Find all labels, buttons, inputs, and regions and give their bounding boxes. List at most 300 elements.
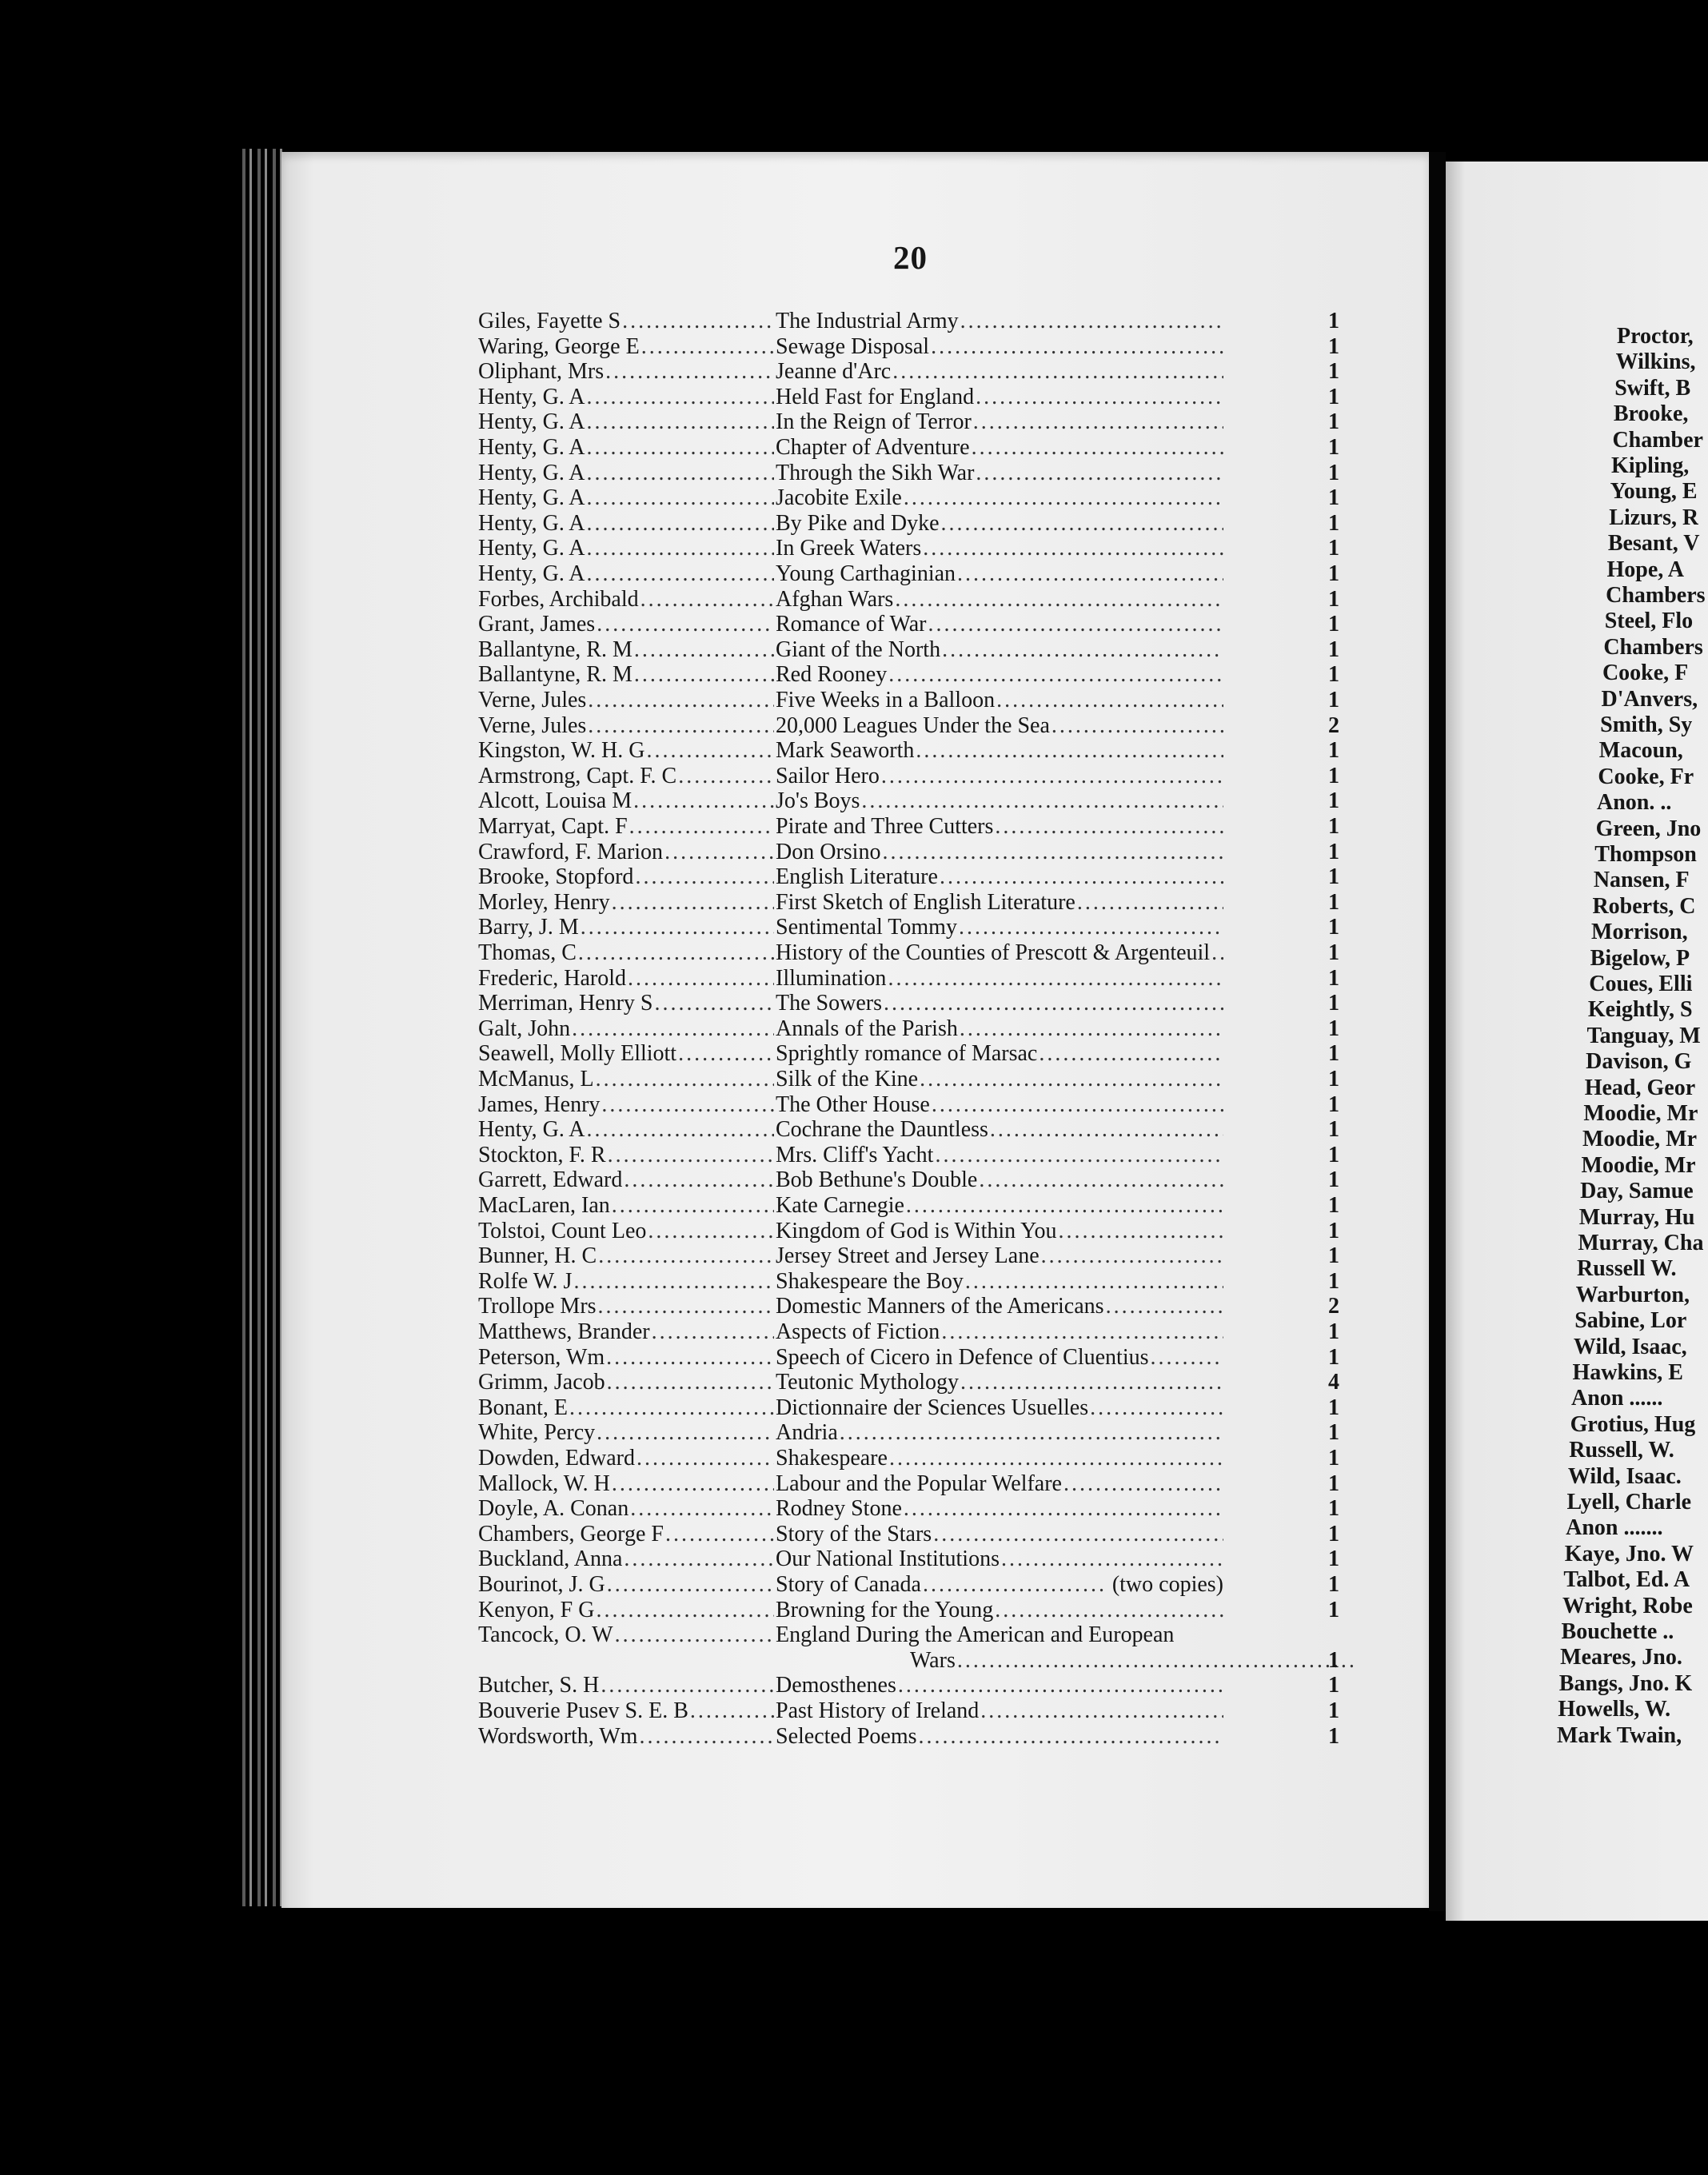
list-item [478,1041,1339,1067]
entry-title: Aspects of Fiction ..... [776,1319,1223,1344]
leader-dots [979,1167,1223,1192]
leader-dots [624,1167,774,1192]
list-item [478,333,1339,359]
entry-copies: 1 [1328,1446,1339,1471]
leader-dots [633,788,774,813]
right-page-entry: Kipling, [1611,453,1690,478]
right-page-entry: Chamber [1612,427,1703,453]
right-page-entry: Swift, B [1614,375,1691,401]
leader-dots [607,1370,774,1395]
entry-copies: 1 [1328,915,1339,940]
list-item [478,991,1339,1016]
entry-copies: 4 [1328,1370,1339,1395]
right-page-entry: Moodie, Mr [1583,1101,1698,1126]
entry-author: Morley, Henry ..... [478,890,774,915]
entry-title: Don Orsino ..... [776,840,1223,864]
leader-dots [569,1395,774,1420]
leader-dots [664,840,774,864]
entry-copies: 1 [1328,688,1339,712]
right-page-entry: Cooke, Fr [1598,764,1694,789]
list-item [478,561,1339,586]
list-item [478,409,1339,435]
right-page-entry: Besant, V [1607,531,1700,557]
leader-dots [646,738,774,763]
entry-author: Frederic, Harold ..... [478,966,774,991]
leader-dots [639,1724,774,1749]
leader-dots [601,1092,774,1117]
list-item [478,1268,1339,1294]
entry-title: Story of the Stars ..... [776,1522,1223,1546]
right-page-entry: Davison, G [1586,1049,1692,1075]
leader-dots [641,334,774,359]
entry-copies: 1 [1328,1420,1339,1446]
entry-author: Ballantyne, R. M ..... [478,662,774,687]
list-item [478,1723,1339,1749]
list-item [478,1016,1339,1041]
entry-title: Mark Seaworth ..... [776,738,1223,763]
leader-dots [976,385,1223,409]
leader-dots [996,688,1223,712]
right-page-entry: Head, Geor [1584,1075,1696,1100]
leader-dots [1039,1041,1223,1066]
entry-author: MacLaren, Ian ..... [478,1193,774,1218]
right-page-entry: Day, Samue [1580,1179,1694,1204]
leader-dots [652,1319,774,1344]
right-page-entry: Smith, Sy [1600,712,1693,737]
leader-dots [588,688,774,712]
entry-title: Romance of War ..... [776,612,1223,637]
leader-dots [1151,1345,1223,1370]
list-item [478,1597,1339,1622]
leader-dots [605,359,774,384]
leader-dots [573,1269,774,1294]
leader-dots [941,511,1223,536]
leader-dots [881,764,1223,788]
leader-dots [976,461,1223,485]
book-spine-edge [237,149,283,1906]
entry-author: James, Henry ..... [478,1092,774,1117]
leader-dots [888,966,1223,991]
leader-dots [1041,1243,1223,1268]
entry-author: Dowden, Edward ..... [478,1446,774,1471]
leader-dots [935,1143,1223,1167]
leader-dots [942,637,1223,662]
entry-title: Speech of Cicero in Defence of Cluentius ..... [776,1345,1223,1370]
leader-dots [906,1193,1223,1218]
entry-title: Kate Carnegie ..... [776,1193,1223,1218]
list-item [478,1546,1339,1572]
entry-author: Armstrong, Capt. F. C ..... [478,764,774,788]
leader-dots [904,485,1223,510]
entry-copies: 1 [1328,409,1339,435]
entry-title: Red Rooney ..... [776,662,1223,687]
leader-dots [587,561,774,586]
entry-author: Henty, G. A ..... [478,1117,774,1142]
leader-dots [965,1269,1223,1294]
right-page-entry: Cooke, F [1602,660,1689,686]
leader-dots [889,1446,1223,1471]
right-page-entry: Coues, Elli [1589,972,1693,996]
right-page-entry: Morrison, [1591,920,1688,945]
entry-title: History of the Counties of Prescott & Argenteuil ..... [776,940,1223,965]
leader-dots [678,1041,774,1066]
entry-copies: 1 [1328,435,1339,460]
leader-dots [960,1370,1223,1395]
leader-dots [898,1673,1223,1698]
right-page-entry: Chambers [1603,634,1703,660]
right-page-entry: Chambers [1606,583,1706,608]
list-item [478,940,1339,965]
leader-dots [1059,1219,1223,1243]
right-page-entry: Wild, Isaac, [1573,1334,1687,1359]
leader-dots [587,485,774,510]
entry-author: Waring, George E ..... [478,334,774,359]
entry-title: First Sketch of English Literature ..... [776,890,1223,915]
leader-dots [598,1243,774,1268]
right-page-entry: Hope, A [1606,557,1684,582]
leader-dots [640,587,774,612]
entry-author: Butcher, S. H ..... [478,1673,774,1698]
leader-dots [597,612,774,637]
entry-title: Browning for the Young ..... [776,1598,1223,1622]
leader-dots [904,1496,1223,1521]
entry-title: Cochrane the Dauntless ..... [776,1117,1223,1142]
right-page-entry: Russell W. [1577,1256,1677,1282]
leader-dots [581,915,774,940]
leader-dots [608,1143,774,1167]
right-page-entry: Howells, W. [1558,1697,1671,1722]
list-item [478,1319,1339,1344]
list-item [478,965,1339,991]
entry-title: Mrs. Cliff's Yacht ..... [776,1143,1223,1167]
right-page-entry: Bigelow, P [1590,945,1690,971]
entry-copies: 1 [1328,1067,1339,1091]
leader-dots [607,1572,774,1597]
leader-dots [596,1598,774,1622]
leader-dots [1077,890,1223,915]
right-page-entry: Wilkins, [1615,349,1696,375]
list-item [478,1370,1339,1395]
entry-title: Andria ..... [776,1420,1223,1445]
entry-author: Grimm, Jacob ..... [478,1370,774,1395]
leader-dots [923,536,1223,561]
entry-title: Giant of the North ..... [776,637,1223,662]
list-item [478,536,1339,561]
entry-copies: 1 [1328,940,1339,965]
right-page-entry: Lyell, Charle [1566,1490,1692,1515]
leader-dots [980,1698,1223,1723]
list-item [478,889,1339,915]
entry-author: Henty, G. A ..... [478,561,774,586]
right-page-entry: Anon ....... [1566,1515,1663,1541]
list-item [478,1142,1339,1167]
entry-copies: 1 [1328,333,1339,359]
entry-author: White, Percy ..... [478,1420,774,1445]
entry-copies: 1 [1328,460,1339,485]
entry-author: Bunner, H. C ..... [478,1243,774,1268]
right-page-entry: Bouchette .. [1561,1619,1674,1644]
list-item [478,662,1339,688]
leader-dots [587,385,774,409]
entry-author: Grant, James ..... [478,612,774,637]
entry-copies: 1 [1328,1041,1339,1067]
entry-author: Kenyon, F G ..... [478,1598,774,1622]
leader-dots [1211,940,1223,965]
entry-title: Past History of Ireland ..... [776,1698,1223,1723]
entry-author: Doyle, A. Conan ..... [478,1496,774,1521]
entry-note: (two copies) [1111,1572,1223,1597]
leader-dots [931,334,1223,359]
entry-author: Chambers, George F ..... [478,1522,774,1546]
leader-dots [630,1496,774,1521]
leader-dots [960,309,1223,333]
list-item [478,435,1339,460]
leader-dots [933,1522,1223,1546]
entry-author: Henty, G. A ..... [478,536,774,561]
list-item [478,688,1339,712]
entry-copies: 1 [1328,309,1339,333]
entry-title: Silk of the Kine ..... [776,1067,1223,1091]
entry-author: Rolfe W. J ..... [478,1269,774,1294]
list-item [478,1243,1339,1269]
leader-dots [919,1724,1223,1749]
right-page-entry: Lizurs, R [1609,505,1699,530]
list-item [478,384,1339,409]
leader-dots [1052,713,1223,738]
entry-title: Domestic Manners of the Americans ..... [776,1294,1223,1319]
entry-copies: 1 [1328,1319,1339,1344]
right-page-entry: Kaye, Jno. W [1564,1541,1694,1566]
entry-author: Henty, G. A ..... [478,435,774,460]
entry-title: The Industrial Army ..... [776,309,1223,333]
leader-dots [655,991,774,1016]
leader-dots [615,1622,774,1647]
leader-dots [960,1016,1223,1041]
entry-title: Held Fast for England ..... [776,385,1223,409]
leader-dots [882,840,1223,864]
entry-copies: 1 [1328,1546,1339,1572]
right-page-entry: Murray, Cha [1578,1231,1704,1255]
entry-copies: 1 [1328,612,1339,637]
entry-title: The Other House ..... [776,1092,1223,1117]
entry-title: Afghan Wars ..... [776,587,1223,612]
leader-dots [637,1446,774,1471]
list-item [478,864,1339,890]
leader-dots [587,1117,774,1142]
entry-copies: 1 [1328,1673,1339,1698]
list-item [478,839,1339,864]
entry-title: Pirate and Three Cutters ..... [776,814,1223,839]
leader-dots [941,1319,1223,1344]
list-item [478,359,1339,385]
leader-dots [840,1420,1223,1445]
entry-title: Jacobite Exile ..... [776,485,1223,510]
entry-copies: 1 [1328,991,1339,1016]
right-page-entry: Young, E [1610,479,1698,505]
entry-title: Sewage Disposal ..... [776,334,1223,359]
entry-author: McManus, L ..... [478,1067,774,1091]
right-page-entry: Bangs, Jno. K [1558,1670,1693,1696]
list-item [478,1420,1339,1446]
entry-title: Jersey Street and Jersey Lane ..... [776,1243,1223,1268]
entry-copies: 1 [1328,1167,1339,1193]
right-page-entry: Meares, Jno. [1560,1645,1682,1670]
list-item [478,712,1339,738]
entry-title: Young Carthaginian ..... [776,561,1223,586]
entry-author: Forbes, Archibald ..... [478,587,774,612]
leader-dots [861,788,1223,813]
entry-copies: 1 [1328,1243,1339,1269]
entry-copies: 1 [1328,839,1339,864]
entry-title: Rodney Stone ..... [776,1496,1223,1521]
right-page-entry: Russell, W. [1569,1438,1674,1463]
leader-dots [628,966,774,991]
leader-dots [972,435,1223,460]
leader-dots [597,1420,774,1445]
entry-title: Annals of the Parish ..... [776,1016,1223,1041]
entry-copies: 1 [1328,889,1339,915]
list-item [478,1167,1339,1193]
entry-title: Sailor Hero ..... [776,764,1223,788]
entry-title: The Sowers ..... [776,991,1223,1016]
entry-copies: 1 [1328,485,1339,511]
leader-dots [957,561,1223,586]
leader-dots [596,1067,774,1091]
leader-dots [598,1294,774,1319]
right-page-entry: Keightly, S [1587,997,1693,1023]
entry-copies: 2 [1328,712,1339,738]
leader-dots [606,1345,774,1370]
entry-author: Barry, J. M ..... [478,915,774,940]
entry-author: Mallock, W. H ..... [478,1471,774,1496]
list-item [478,738,1339,764]
right-page-entry: Roberts, C [1592,893,1696,919]
page-number: 20 [893,239,928,276]
list-item [478,763,1339,788]
entry-copies: 1 [1328,1268,1339,1294]
list-item [478,1622,1294,1647]
entry-title: In Greek Waters ..... [776,536,1223,561]
entry-copies: 1 [1328,1723,1339,1749]
entry-author: Ballantyne, R. M ..... [478,637,774,662]
entry-author: Bourinot, J. G ..... [478,1572,774,1597]
right-page-entry: Brooke, [1613,401,1689,427]
list-item [478,1698,1339,1723]
leader-dots [629,814,774,839]
leader-dots [1090,1395,1223,1420]
leader-dots [690,1698,774,1723]
right-page-entry: Anon. .. [1597,790,1672,816]
list-item [478,1067,1339,1091]
list-item [478,1091,1339,1117]
leader-dots [916,738,1223,763]
right-page-entry: Wild, Isaac. [1567,1463,1682,1489]
entry-author: Henty, G. A ..... [478,409,774,434]
entry-copies: 1 [1328,359,1339,385]
leader-dots [612,1193,774,1218]
entry-author: Crawford, F. Marion ..... [478,840,774,864]
leader-dots [973,409,1223,434]
right-page-entry: Proctor, [1617,324,1694,349]
leader-dots [572,1016,774,1041]
list-item [478,814,1339,839]
entry-author: Wordsworth, Wm ..... [478,1724,774,1749]
list-item [478,788,1339,814]
list-item [478,586,1339,612]
leader-dots [587,536,774,561]
leader-dots [578,940,774,965]
leader-dots [1106,1294,1223,1319]
leader-dots [635,864,774,889]
entry-copies: 1 [1328,1142,1339,1167]
list-item [478,1496,1339,1522]
list-item [478,1572,1339,1597]
leader-dots [588,713,774,738]
list-item [478,1673,1339,1698]
entry-author: Matthews, Brander ..... [478,1319,774,1344]
entry-copies: 1 [1328,1572,1339,1597]
list-item [478,1446,1339,1471]
entry-title: Jeanne d'Arc ..... [776,359,1223,384]
leader-dots [959,915,1223,940]
entry-title: By Pike and Dyke ..... [776,511,1223,536]
entry-copies: 1 [1328,1521,1339,1546]
list-item [478,1395,1339,1420]
list-item [478,1521,1339,1546]
leader-dots [940,864,1223,889]
leader-dots [995,1598,1223,1622]
entry-title: Teutonic Mythology ..... [776,1370,1223,1395]
entry-copies: 1 [1328,763,1339,788]
leader-dots [634,662,774,687]
entry-author: Peterson, Wm ..... [478,1345,774,1370]
entry-author: Giles, Fayette S ..... [478,309,774,333]
leader-dots [587,461,774,485]
entry-title: Jo's Boys ..... [776,788,1223,813]
entry-author: Buckland, Anna ..... [478,1546,774,1571]
leader-dots [895,587,1223,612]
entry-author: Trollope Mrs ..... [478,1294,774,1319]
right-page-entry: Moodie, Mr [1582,1127,1697,1152]
leader-dots [888,662,1223,687]
entry-author: Bonant, E ..... [478,1395,774,1420]
entry-title: Wars ..... [776,1648,1358,1673]
entry-copies: 1 [1328,1647,1339,1673]
leader-dots [624,1546,774,1571]
entry-copies: 1 [1328,738,1339,764]
entry-title: English Literature ..... [776,864,1223,889]
leader-dots [920,1067,1223,1091]
entry-author: Tancock, O. W ..... [478,1622,774,1647]
entry-copies: 1 [1328,1344,1339,1370]
entry-title: Five Weeks in a Balloon ..... [776,688,1223,712]
entry-title: Kingdom of God is Within You ..... [776,1219,1223,1243]
entry-author: Verne, Jules ..... [478,688,774,712]
entry-author: Merriman, Henry S ..... [478,991,774,1016]
entry-copies: 1 [1328,1698,1339,1723]
leader-dots [957,1648,1358,1673]
entry-copies: 1 [1328,586,1339,612]
leader-dots [1064,1471,1223,1496]
list-item [478,1117,1339,1143]
right-page-entry: Sabine, Lor [1574,1308,1687,1334]
leader-dots [587,435,774,460]
entry-title: Demosthenes ..... [776,1673,1223,1698]
right-page-entry: Wright, Robe [1562,1593,1693,1618]
entry-copies: 1 [1328,1016,1339,1041]
entry-copies: 1 [1328,814,1339,839]
leader-dots [665,1522,774,1546]
